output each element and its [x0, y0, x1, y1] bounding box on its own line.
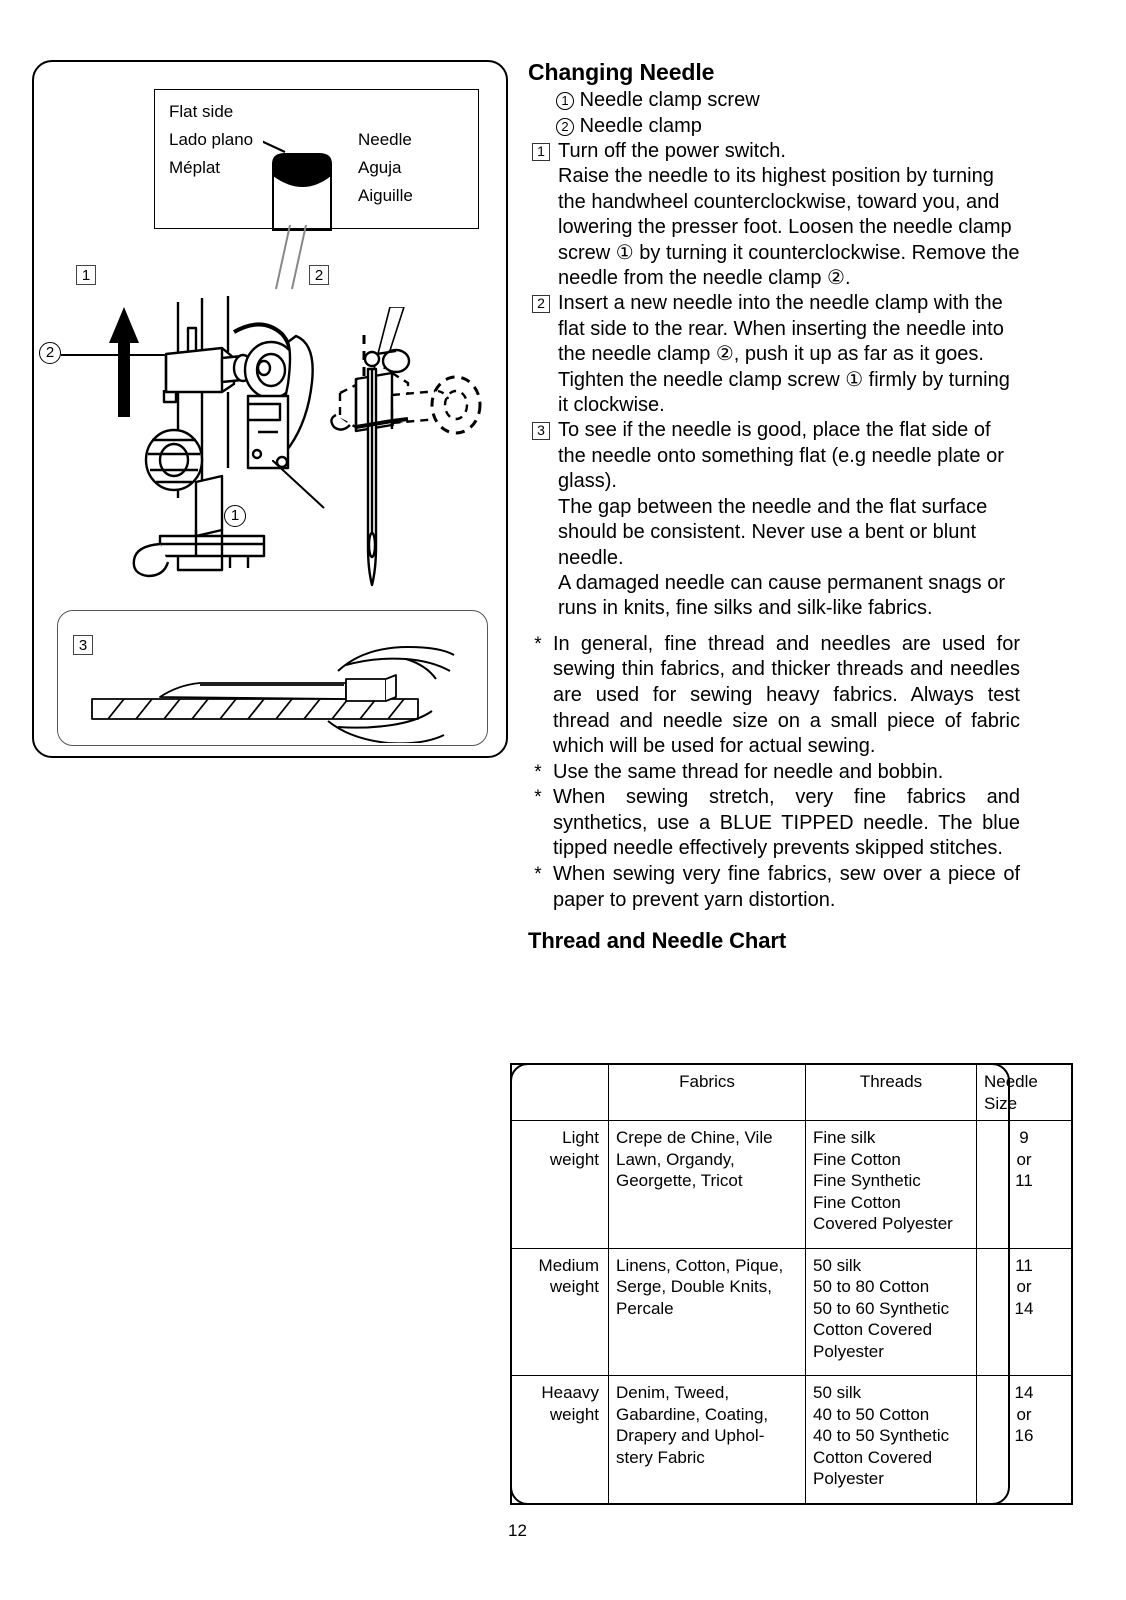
row-1-weight-line2: weight	[549, 1149, 599, 1169]
callout-flat-side-en: Flat side	[169, 102, 234, 121]
header-needle-size-line1: Needle	[984, 1072, 1038, 1091]
row-1-fabric-line: Georgette, Tricot	[616, 1171, 743, 1190]
row-1-threads	[806, 1121, 977, 1249]
callout-needle-en: Needle	[358, 130, 412, 149]
row-3-weight	[511, 1376, 609, 1504]
row-1-size-line: or	[1016, 1149, 1032, 1169]
legend-label-2: Needle clamp	[579, 115, 702, 137]
legend-item-2	[528, 113, 1020, 139]
row-2-thread-line: 50 to 80 Cotton	[813, 1277, 930, 1297]
row-2-size-line: 11	[1015, 1255, 1033, 1275]
row-1-thread-line: Fine Cotton	[813, 1149, 901, 1169]
illustration-panel	[32, 60, 508, 758]
row-2-thread-line: 50 silk	[813, 1255, 862, 1275]
bullet-marker-icon: *	[534, 633, 542, 655]
row-2-weight-line1: Medium	[538, 1255, 599, 1275]
step-3-paragraph-2: The gap between the needle and the flat surface should be consistent. Never use a bent or blunt needle.	[558, 495, 988, 569]
row-1-fabric-line: Crepe de Chine, Vile	[616, 1128, 773, 1147]
row-2-fabric-line: Linens, Cotton, Pique,	[616, 1255, 784, 1275]
row-3-fabric-line: Drapery and Uphol-	[616, 1426, 765, 1446]
note-bullet-4-text: When sewing very fine fabrics, sew over a piece of paper to prevent yarn distortion.	[553, 863, 1020, 911]
row-2-threads	[806, 1248, 977, 1376]
row-2-thread-line: 50 to 60 Synthetic	[813, 1298, 950, 1318]
note-bullet-2	[528, 760, 1020, 786]
row-1-thread-line: Fine silk	[813, 1128, 876, 1147]
header-blank	[511, 1064, 609, 1121]
step-3-paragraph-1: To see if the needle is good, place the flat side of the needle onto something flat (e.g needle plate or glass).	[558, 419, 1004, 493]
row-2-needle-size	[977, 1248, 1073, 1376]
row-2-thread-line: Cotton Covered	[813, 1320, 933, 1340]
note-bullet-1	[528, 632, 1020, 760]
diagram-step-3-marker: 3	[73, 635, 93, 655]
page-title: Changing Needle	[528, 59, 715, 85]
row-3-size-line: 16	[1014, 1426, 1034, 1446]
thread-needle-chart-wrapper	[510, 1063, 1038, 1505]
row-3-threads	[806, 1376, 977, 1504]
step-2-paragraph-1: Insert a new needle into the needle clamp with the flat side to the rear. When inserting the needle into the needle clamp ②, push it up as far as it goes. Tighten the needle clamp screw ① firmly by turning it clockwise.	[558, 292, 1010, 417]
note-bullet-1-text: In general, fine thread and needles are used for sewing thin fabrics, and thicker threads and needles are used for sewing heavy fabrics. Always test thread and needle size on a small piece of fabric which will be used for actual sewing.	[553, 632, 1020, 758]
needle-insertion-diagram	[330, 307, 490, 597]
header-fabrics: Fabrics	[609, 1064, 806, 1121]
row-3-size-line: 14	[1014, 1383, 1034, 1403]
step-number-1: 1	[532, 143, 550, 161]
sewing-machine-needle-bar-diagram	[130, 292, 340, 582]
flat-surface-needle-test-diagram	[88, 631, 478, 743]
header-threads: Threads	[806, 1064, 977, 1121]
diagram-step-2-marker: 2	[309, 265, 329, 285]
row-3-thread-line: Cotton Covered	[813, 1447, 933, 1467]
table-header-row	[511, 1064, 1072, 1121]
bullet-marker-icon: *	[534, 787, 542, 809]
row-2-weight-line2: weight	[549, 1277, 599, 1297]
row-3-weight-line2: weight	[549, 1404, 599, 1424]
row-3-thread-line: 40 to 50 Synthetic	[813, 1426, 950, 1446]
row-3-weight-line1: Heaavy	[541, 1383, 599, 1403]
row-1-weight-line1: Light	[562, 1128, 599, 1147]
needle-flatness-test-box	[57, 610, 488, 746]
callout-needle-fr: Aiguille	[358, 186, 413, 205]
row-2-weight	[511, 1248, 609, 1376]
thread-needle-chart-table	[510, 1063, 1073, 1505]
instruction-step-3	[528, 418, 1020, 621]
row-3-fabric-line: Denim, Tweed,	[616, 1383, 730, 1403]
chart-title: Thread and Needle Chart	[528, 928, 787, 954]
bullet-marker-icon: *	[534, 761, 542, 783]
row-1-size-line: 9	[1019, 1128, 1029, 1147]
step-number-3: 3	[532, 422, 550, 440]
row-1-fabric-line: Lawn, Organdy,	[616, 1149, 735, 1169]
table-row	[511, 1248, 1072, 1376]
note-bullet-4	[528, 862, 1020, 913]
row-1-fabrics	[609, 1121, 806, 1249]
row-1-weight	[511, 1121, 609, 1249]
header-needle-size	[977, 1064, 1073, 1121]
callout-flat-side-es: Lado plano	[169, 130, 254, 149]
row-1-needle-size	[977, 1121, 1073, 1249]
row-3-thread-line: 40 to 50 Cotton	[813, 1404, 930, 1424]
needle-shank-diagram	[263, 140, 353, 232]
needle-flat-side-callout	[154, 89, 479, 229]
step-1-paragraph-1: Turn off the power switch.	[558, 140, 786, 162]
step-1-paragraph-2: Raise the needle to its highest position by turning the handwheel counterclockwise, toward you, and lowering the presser foot. Loosen the needle clamp screw ① by turning it counterclockwise. Remove the needle from the needle clamp ②.	[558, 165, 1020, 290]
note-bullet-3	[528, 785, 1020, 862]
header-needle-size-line2: Size	[984, 1093, 1018, 1113]
table-row	[511, 1121, 1072, 1249]
instructions-column	[528, 58, 1020, 960]
row-3-needle-size	[977, 1376, 1073, 1504]
row-3-fabrics	[609, 1376, 806, 1504]
bullet-marker-icon: *	[534, 864, 542, 886]
row-3-size-line: or	[1016, 1404, 1032, 1424]
row-1-thread-line: Fine Cotton	[813, 1192, 901, 1212]
step-3-paragraph-3: A damaged needle can cause permanent snags or runs in knits, fine silks and silk-like fabrics.	[558, 571, 1005, 620]
callout-needle-es: Aguja	[358, 158, 402, 177]
row-3-fabric-line: stery Fabric	[616, 1447, 705, 1467]
row-1-thread-line: Covered Polyester	[813, 1214, 953, 1233]
page-number: 12	[508, 1521, 527, 1540]
row-2-fabric-line: Percale	[616, 1298, 674, 1318]
legend-number-1: 1	[556, 92, 574, 110]
table-row	[511, 1376, 1072, 1504]
legend-label-1: Needle clamp screw	[579, 89, 760, 111]
note-bullet-2-text: Use the same thread for needle and bobbin.	[553, 760, 944, 783]
legend-item-1	[528, 87, 1020, 113]
row-3-thread-line: Polyester	[813, 1469, 884, 1489]
row-1-thread-line: Fine Synthetic	[813, 1171, 921, 1190]
row-2-size-line: or	[1016, 1277, 1032, 1297]
step-number-2: 2	[532, 295, 550, 313]
row-3-fabric-line: Gabardine, Coating,	[616, 1404, 769, 1424]
instruction-step-2	[528, 291, 1020, 418]
callout-flat-side-fr: Méplat	[169, 158, 221, 177]
diagram-callout-1: 1	[224, 505, 246, 527]
instruction-step-1	[528, 139, 1020, 291]
row-2-size-line: 14	[1014, 1298, 1034, 1318]
row-3-thread-line: 50 silk	[813, 1383, 862, 1403]
row-1-size-line: 11	[1015, 1171, 1033, 1190]
row-2-thread-line: Polyester	[813, 1341, 884, 1361]
legend-number-2: 2	[556, 118, 574, 136]
diagram-callout-2: 2	[39, 342, 61, 364]
row-2-fabric-line: Serge, Double Knits,	[616, 1277, 772, 1297]
note-bullet-3-text: When sewing stretch, very fine fabrics and synthetics, use a BLUE TIPPED needle. The blue tipped needle effectively prevents skipped stitches.	[553, 786, 1020, 860]
row-2-fabrics	[609, 1248, 806, 1376]
diagram-step-1-marker: 1	[76, 265, 96, 285]
